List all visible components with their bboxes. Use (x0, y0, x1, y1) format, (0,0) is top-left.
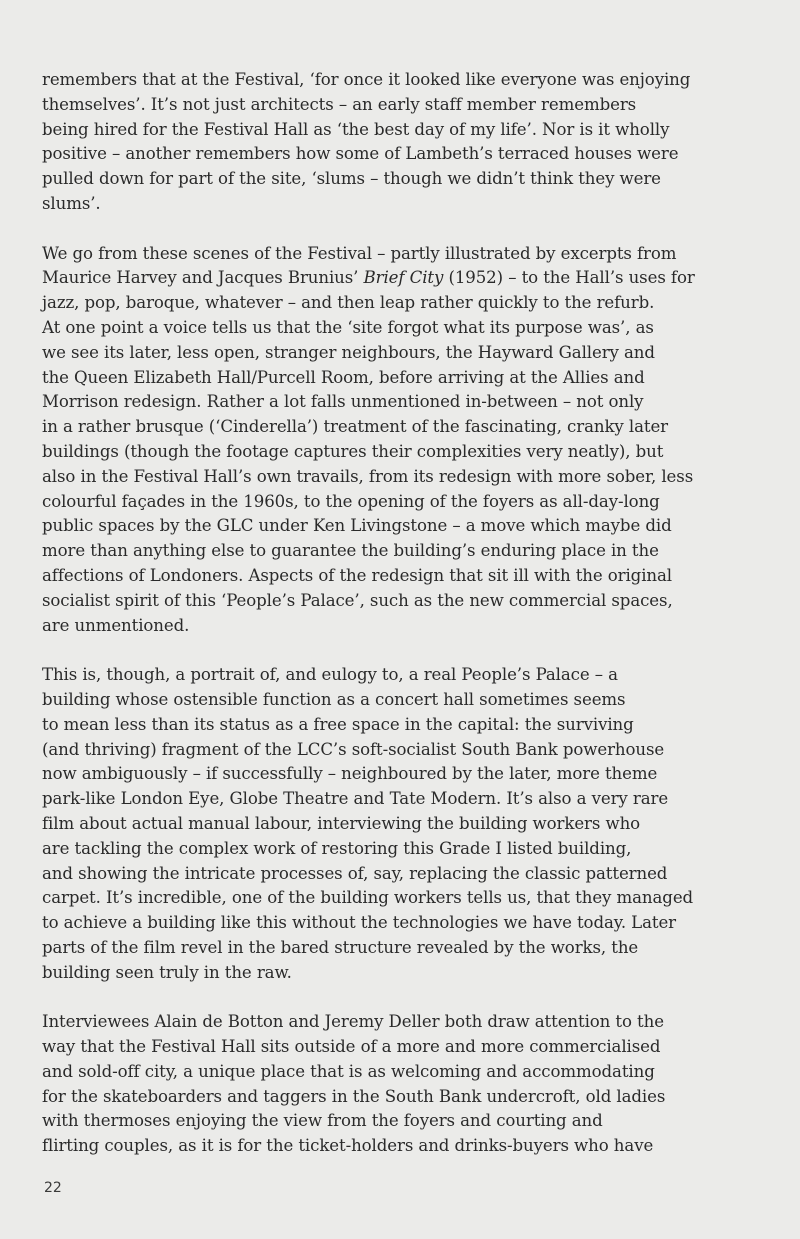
text-line: for the skateboarders and taggers in the South Bank undercroft, old ladies (42, 1086, 666, 1106)
text-line: remembers that at the Festival, ‘for once it looked like everyone was enjoying (42, 70, 691, 89)
text-line: being hired for the Festival Hall as ‘the best day of my life’. Nor is it wholly (42, 119, 670, 139)
text-line: are unmentioned. (42, 615, 190, 635)
text-line: positive – another remembers how some of Lambeth’s terraced houses were (42, 144, 679, 164)
text-line: slums’. (42, 193, 101, 213)
text-line: film about actual manual labour, interviewing the building workers who (42, 813, 641, 833)
text-line: (and thriving) fragment of the LCC’s soft-socialist South Bank powerhouse (42, 739, 665, 759)
text-line: with thermoses enjoying the view from the foyers and courting and (42, 1111, 603, 1131)
text-line: to mean less than its status as a free space in the capital: the surviving (42, 714, 634, 734)
paragraph-1 (42, 68, 742, 217)
text-line: also in the Festival Hall’s own travails, from its redesign with more sober, less (42, 466, 694, 486)
text-line: are tackling the complex work of restoring this Grade I listed building, (42, 838, 632, 858)
text-line: pulled down for part of the site, ‘slums – though we didn’t think they were (42, 169, 661, 189)
text-line: the Queen Elizabeth Hall/Purcell Room, before arriving at the Allies and (42, 367, 645, 387)
text-line: carpet. It’s incredible, one of the building workers tells us, that they managed (42, 888, 694, 908)
text-line: flirting couples, as it is for the ticket-holders and drinks-buyers who have (42, 1136, 654, 1156)
text-line: parts of the film revel in the bared structure revealed by the works, the (42, 937, 639, 957)
text-line: colourful façades in the 1960s, to the opening of the foyers as all-day-long (42, 491, 660, 511)
text-line: Interviewees Alain de Botton and Jeremy Deller both draw attention to the (42, 1012, 664, 1032)
text-line: in a rather brusque (‘Cinderella’) treatment of the fascinating, cranky later (42, 417, 668, 437)
text-line: We go from these scenes of the Festival – partly illustrated by excerpts from (42, 243, 677, 263)
film-title: Brief City (363, 268, 444, 288)
text-line: building whose ostensible function as a concert hall sometimes seems (42, 689, 626, 709)
text-line: Morrison redesign. Rather a lot falls unmentioned in-between – not only (42, 392, 644, 412)
paragraph-3 (42, 663, 742, 985)
text-line: At one point a voice tells us that the ‘site forgot what its purpose was’, as (42, 317, 654, 337)
text-line: and showing the intricate processes of, say, replacing the classic patterned (42, 863, 668, 883)
text-line: This is, though, a portrait of, and eulogy to, a real People’s Palace – a (42, 665, 618, 685)
text-line: park-like London Eye, Globe Theatre and Tate Modern. It’s also a very rare (42, 789, 669, 809)
text-line-with-film-title: Maurice Harvey and Jacques Brunius’ Brief City (1952) – to the Hall’s uses for (42, 268, 695, 288)
text-line: public spaces by the GLC under Ken Livingstone – a move which maybe did (42, 516, 672, 536)
paragraph-2 (42, 242, 742, 639)
text-line: socialist spirit of this ‘People’s Palace’, such as the new commercial spaces, (42, 590, 673, 610)
text-line: jazz, pop, baroque, whatever – and then leap rather quickly to the refurb. (42, 293, 655, 313)
text-line: way that the Festival Hall sits outside of a more and more commercialised (42, 1037, 661, 1057)
text-line: building seen truly in the raw. (42, 962, 292, 982)
text-line: we see its later, less open, stranger neighbours, the Hayward Gallery and (42, 342, 655, 362)
text-line: now ambiguously – if successfully – neighboured by the later, more theme (42, 764, 658, 784)
page-number: 22 (44, 1180, 62, 1196)
body-text (42, 68, 742, 1184)
text-line: and sold-off city, a unique place that is as welcoming and accommodating (42, 1061, 655, 1081)
text-line: buildings (though the footage captures their complexities very neatly), but (42, 441, 664, 461)
text-line: more than anything else to guarantee the building’s enduring place in the (42, 541, 659, 561)
text-line: to achieve a building like this without the technologies we have today. Later (42, 913, 677, 933)
paragraph-4 (42, 1010, 742, 1159)
text-line: themselves’. It’s not just architects – an early staff member remembers (42, 94, 637, 114)
text-line: affections of Londoners. Aspects of the redesign that sit ill with the original (42, 565, 672, 585)
